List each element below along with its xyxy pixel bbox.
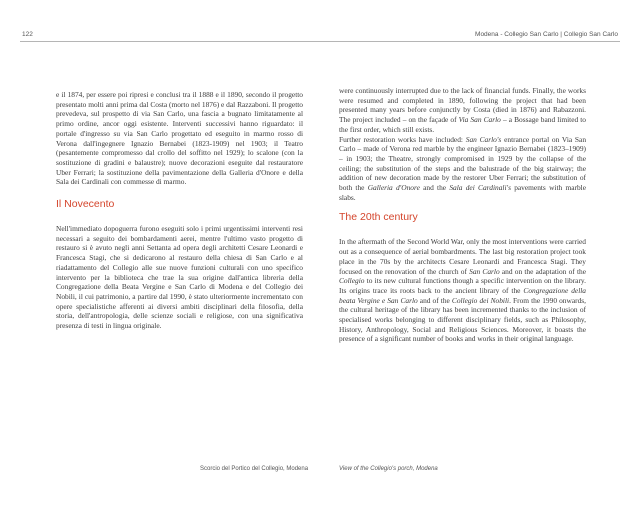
photo-caption-english: View of the Collegio's porch, Modena bbox=[339, 466, 438, 472]
header-rule bbox=[20, 41, 620, 42]
english-paragraph-3: In the aftermath of the Second World War, only the most interventions were carried out as a consequence of aerial bombardments. The last big restoration project took place in the 70s by the architects Cesare Leonardi and Francesca Stagi. They focused on the renovation of the church of San Carlo and on the adaptation of the Collegio to its new cultural functions though a specific intervention on the library. Its origins trace its roots back to the ancient library of the Congregazione della beata Vergine e San Carlo and of the Collegio dei Nobili. From the 1990 onwards, the cultural heritage of the library has been incremented thanks to the inclusion of specialised works belonging to different disciplinary fields, such as Philosophy, History, Anthropology, Social and Religious Sciences. Moreover, it boasts the presence of a significant number of books and works in their original language. bbox=[339, 237, 587, 344]
page-number: 122 bbox=[22, 31, 33, 38]
english-paragraph-1: were continuously interrupted due to the lack of financial funds. Finally, the works were resumed and completed in 1890, following the project that had been presented many years before conjunctly by Costa (died in 1876) and Rabazzoni. The project included – on the façade of Via San Carlo – a Bossage band limited to the first order, which still exists. bbox=[339, 86, 586, 134]
photo-caption-italian: Scorcio del Portico del Collegio, Modena bbox=[200, 466, 309, 472]
running-head: Modena - Collegio San Carlo | Collegio San Carlo bbox=[475, 31, 618, 38]
italian-paragraph-1: e il 1874, per essere poi ripresi e conclusi tra il 1888 e il 1890, secondo il progetto presentato molti anni prima dal Costa (morto nel 1876) e dal Razzaboni. Il progetto prevedeva, sul prospetto di via San Carlo, una fascia a bugnato limitatamente al primo ordine, ancor oggi esistente. Interventi successivi hanno riguardato: il portale d'ingresso su via San Carlo progettato ed eseguito in marmo rosso di Verona dall'ingegnere Ignazio Bernabei (1823-1909) nel 1903; il Teatro (pesantemente compromesso dal crollo del soffitto nel 1929); lo scalone (con la sostituzione di gradini e balaustre); nuove decorazioni eseguite dal restauratore Uber Ferrari; la sostituzione della pavimentazione della Galleria d'Onore e della Sala dei Cardinali con commesse di marmo. bbox=[56, 90, 303, 187]
section-heading-20th-century: The 20th century bbox=[339, 211, 418, 224]
english-column bbox=[339, 86, 586, 344]
section-heading-novecento: Il Novecento bbox=[56, 198, 115, 211]
italian-paragraph-2: Nell'immediato dopoguerra furono eseguiti solo i primi urgentissimi interventi resi necessari a seguito dei bombardamenti aerei, mentre l'ultimo vasto progetto di restauro si è avuto negli anni Settanta ad opera degli architetti Cesare Leonardi e Francesca Stagi, che si dedicarono al restauro della chiesa di San Carlo e al riadattamento del Collegio alle sue nuove funzioni culturali con uno specifico intervento per la biblioteca che trae la sua origine dall'antica libreria della Congregazione della Beata Vergine e San Carlo di Modena e del Collegio dei Nobili, il cui patrimonio, a partire dal 1990, è stato ulteriormente incrementato con opere specialistiche afferenti ai diversi ambiti disciplinari della filosofia, della storia, dell'antropologia, delle scienze sociali e religiose, con una significativa presenza di testi in lingua originale. bbox=[56, 224, 303, 331]
english-paragraph-2: Further restoration works have included: San Carlo's entrance portal on Via San Carlo – made of Verona red marble by the engineer Ignazio Bernabei (1823–1909) – in 1903; the Theatre, strongly compromised in 1929 by the collapse of the ceiling; the substitution of the steps and the balustrade of the big stairway; the addition of new decoration made by the restorer Uber Ferrari; the substitution of both the Galleria d'Onore and the Sala dei Cardinali's pavements with marble slabs. bbox=[339, 134, 587, 202]
italian-column bbox=[56, 90, 303, 331]
